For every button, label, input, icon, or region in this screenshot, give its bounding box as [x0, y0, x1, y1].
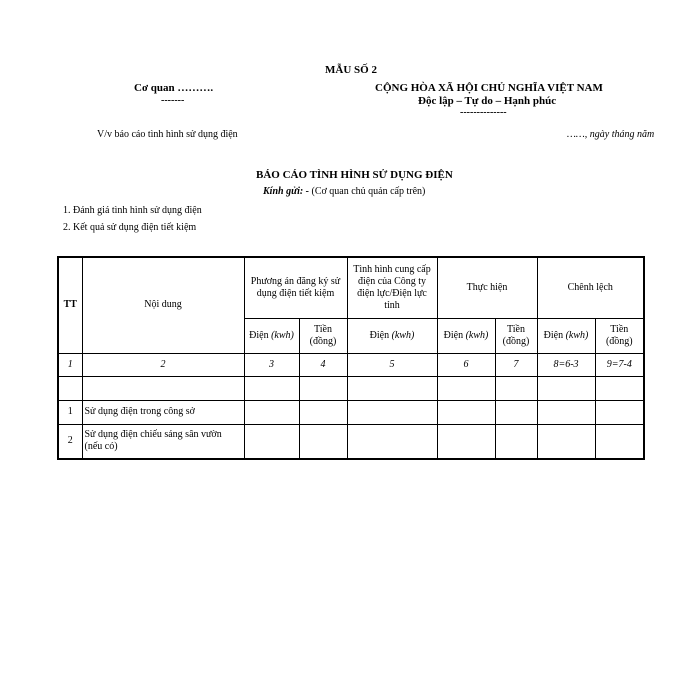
form-number: MẪU SỐ 2 — [325, 64, 377, 76]
empty-cell — [495, 424, 537, 459]
power-label: Điện — [369, 329, 390, 341]
index-cell: 5 — [347, 353, 437, 376]
empty-cell — [299, 424, 347, 459]
empty-cell — [595, 400, 644, 424]
empty-cell — [299, 376, 347, 400]
report-table — [57, 256, 645, 460]
header-supply-power — [347, 318, 437, 353]
header-actual: Thực hiện — [437, 257, 537, 318]
empty-cell — [58, 376, 82, 400]
header-tt: TT — [58, 257, 82, 353]
header-content: Nội dung — [82, 257, 244, 353]
header-registered-money: Tiền (đồng) — [299, 318, 347, 353]
empty-cell — [347, 400, 437, 424]
agency-divider: ------- — [161, 95, 185, 106]
kwh-unit: (kwh) — [565, 329, 589, 341]
header-difference: Chênh lệch — [537, 257, 644, 318]
index-cell: 4 — [299, 353, 347, 376]
item-savings-result: 2. Kết quả sử dụng điện tiết kiệm — [63, 222, 197, 233]
empty-cell — [244, 400, 299, 424]
empty-cell — [244, 424, 299, 459]
addressee-label: Kính gửi: - — [263, 186, 310, 197]
empty-cell — [495, 400, 537, 424]
agency-name: Cơ quan ………. — [134, 82, 214, 94]
empty-cell — [537, 376, 595, 400]
empty-cell — [495, 376, 537, 400]
empty-cell — [595, 376, 644, 400]
kwh-unit: (kwh) — [271, 329, 294, 341]
empty-cell — [347, 424, 437, 459]
addressee-line — [263, 186, 425, 197]
header-supply-status: Tình hình cung cấp điện của Công ty điện lực/Điện lực tỉnh — [347, 257, 437, 318]
row-content: Sử dụng điện trong công sở — [82, 400, 244, 424]
empty-cell — [595, 424, 644, 459]
index-cell: 6 — [437, 353, 495, 376]
table-row — [58, 424, 644, 459]
empty-cell — [437, 424, 495, 459]
power-label: Điện — [543, 329, 564, 341]
header-difference-power — [537, 318, 595, 353]
power-label: Điện — [443, 329, 464, 341]
header-actual-money: Tiền (đồng) — [495, 318, 537, 353]
table-row — [58, 400, 644, 424]
row-tt: 1 — [58, 400, 82, 424]
item-evaluation: 1. Đánh giá tình hình sử dụng điện — [63, 205, 202, 216]
kwh-unit: (kwh) — [465, 329, 489, 341]
power-label: Điện — [249, 329, 269, 341]
header-registered-power — [244, 318, 299, 353]
report-title: BÁO CÁO TÌNH HÌNH SỬ DỤNG ĐIỆN — [256, 169, 453, 181]
kwh-unit: (kwh) — [391, 329, 415, 341]
index-cell: 2 — [82, 353, 244, 376]
index-cell: 8=6-3 — [537, 353, 595, 376]
empty-cell — [437, 376, 495, 400]
index-cell: 7 — [495, 353, 537, 376]
row-tt: 2 — [58, 424, 82, 459]
index-cell: 1 — [58, 353, 82, 376]
addressee-value: (Cơ quan chủ quản cấp trên) — [311, 186, 426, 197]
empty-cell — [437, 400, 495, 424]
header-actual-power — [437, 318, 495, 353]
date-line: ……, ngày tháng năm — [567, 129, 655, 140]
header-row-1 — [58, 257, 644, 318]
national-motto: Độc lập – Tự do – Hạnh phúc — [418, 95, 557, 107]
row-content: Sử dụng điện chiếu sáng sân vườn (nếu có) — [82, 424, 244, 459]
header-registered-plan: Phương án đăng ký sử dụng điện tiết kiệm — [244, 257, 347, 318]
index-row — [58, 353, 644, 376]
header-difference-money: Tiền (đồng) — [595, 318, 644, 353]
empty-cell — [537, 400, 595, 424]
empty-row — [58, 376, 644, 400]
empty-cell — [537, 424, 595, 459]
empty-cell — [82, 376, 244, 400]
index-cell: 9=7-4 — [595, 353, 644, 376]
empty-cell — [347, 376, 437, 400]
empty-cell — [244, 376, 299, 400]
motto-divider: -------------- — [460, 107, 507, 118]
subject-line: V/v báo cáo tình hình sử dụng điện — [97, 129, 238, 140]
country-name: CỘNG HÒA XÃ HỘI CHỦ NGHĨA VIỆT NAM — [375, 82, 603, 94]
empty-cell — [299, 400, 347, 424]
index-cell: 3 — [244, 353, 299, 376]
